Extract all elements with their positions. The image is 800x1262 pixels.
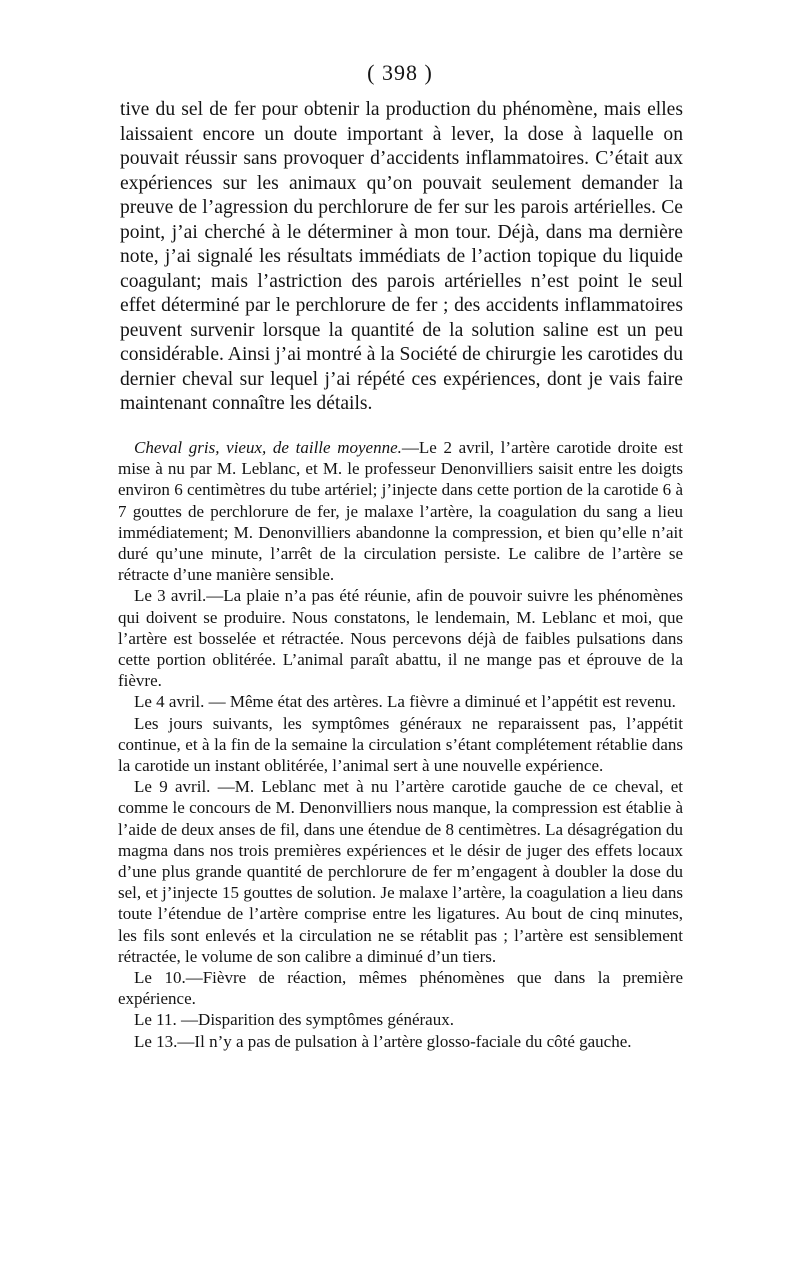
case-notes	[118, 437, 683, 1052]
case-entry-11: Le 11. —Disparition des symptômes généraux.	[134, 1010, 454, 1030]
case-entry-3-avril: Le 3 avril.—La plaie n’a pas été réunie, afin de pouvoir suivre les phénomènes qui doivent se produire. Nous constatons, le lendemain, M. Leblanc et moi, que l’artère est bosselée et rétractée. Nous percevons déjà de faibles pulsations dans cette portion oblitérée. L’animal paraît abattu, il ne mange pas et éprouve de la fièvre.	[118, 586, 683, 691]
case-entry-13: Le 13.—Il n’y a pas de pulsation à l’artère glosso-faciale du côté gauche.	[134, 1031, 632, 1051]
page-number: ( 398 )	[367, 60, 433, 85]
case-entry-10: Le 10.—Fièvre de réaction, mêmes phénomènes que dans la première expérience.	[118, 968, 683, 1009]
case-heading: Cheval gris, vieux, de taille moyenne.	[134, 438, 402, 457]
case-first-entry	[118, 437, 683, 585]
case-entry-9-avril: Le 9 avril. —M. Leblanc met à nu l’artère carotide gauche de ce cheval, et comme le concours de M. Denonvilliers nous manque, la compression est établie à l’aide de deux anses de fil, dans une étendue de 8 centimètres. La désagrégation du magma dans nos trois premières expériences et le désir de juger des effets locaux d’une plus grande quantité de perchlorure de fer m’engagent à doubler la dose du sel, et j’injecte 15 gouttes de solution. Je malaxe l’artère, la coagulation a lieu dans toute l’étendue de l’artère comprise entre les ligatures. Au bout de cinq minutes, les fils sont enlevés et la circulation ne se rétablit pas ; l’artère est sensiblement rétractée, le volume de son calibre a diminué d’un tiers.	[118, 777, 683, 966]
case-entry-jours-suivants: Les jours suivants, les symptômes généraux ne reparaissent pas, l’appétit continue, et à la fin de la semaine la circulation s’étant complétement rétablie dans la carotide un instant oblitérée, l’animal sert à une nouvelle expérience.	[118, 713, 683, 776]
case-entry-4-avril: Le 4 avril. — Même état des artères. La fièvre a diminué et l’appétit est revenu.	[134, 692, 676, 712]
main-paragraph: tive du sel de fer pour obtenir la production du phénomène, mais elles laissaient encore un doute important à lever, la dose à laquelle on pouvait réussir sans provoquer d’accidents inflammatoires. C’était aux expériences sur les animaux qu’on pouvait seulement demander la preuve de l’agression du perchlorure de fer sur les parois artérielles. Ce point, j’ai cherché à le déterminer à mon tour. Déjà, dans ma dernière note, j’ai signalé les résultats immédiats de l’action topique du liquide coagulant; mais l’astriction des parois artérielles n’est point le seul effet déterminé par le perchlorure de fer ; des accidents inflammatoires peuvent survenir lorsque la quantité de la solution saline est un peu considérable. Ainsi j’ai montré à la Société de chirurgie les carotides du dernier cheval sur lequel j’ai répété ces expériences, dont je vais faire maintenant connaître les détails.	[120, 99, 683, 414]
case-first-entry-text: —Le 2 avril, l’artère carotide droite est mise à nu par M. Leblanc, et M. le professeur Denonvilliers saisit entre les doigts environ 6 centimètres du tube artériel; j’injecte dans cette portion de la carotide 6 à 7 gouttes de perchlorure de fer, je malaxe l’artère, la coagulation du sang a lieu immédiatement; M. Denonvilliers abandonne la compression, et bien qu’elle n’ait duré qu’une minute, l’arrêt de la circulation persiste. Le calibre de l’artère se rétracte d’une manière sensible.	[118, 438, 683, 585]
